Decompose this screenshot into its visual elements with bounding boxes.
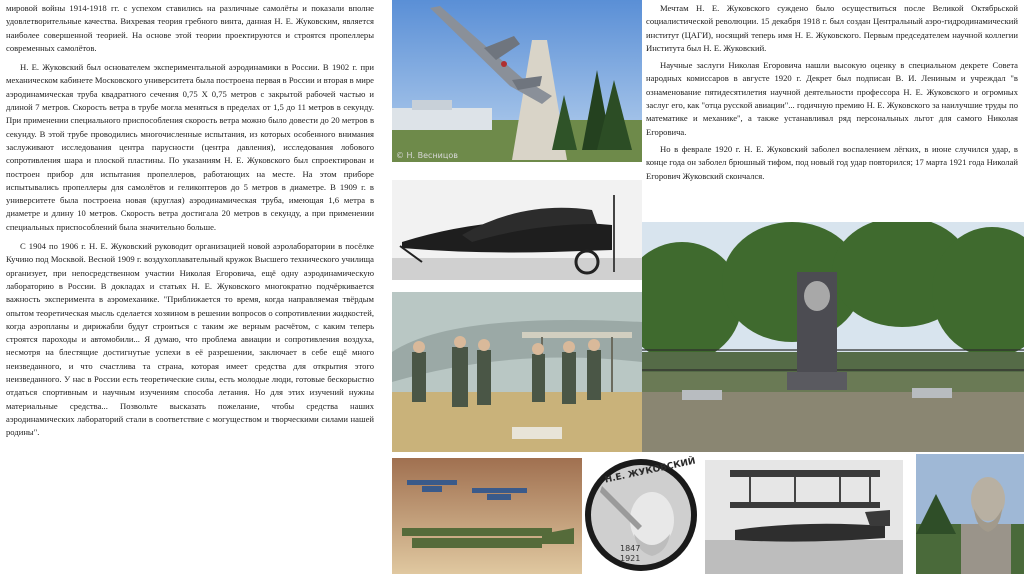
- right-paragraph-2: Научные заслуги Николая Егоровича нашли высокую оценку в специальном декрете Совета народных комиссаров в августе 1920 г. Декрет был подписан В. И. Лениным и учреждал "в ознаменование пятидесятилетия научной деятельности профессора Н. Е. Жуковского и огромных заслуг его, как "отца русской авиации"... годичную премию Н. Е. Жуковского за наилучшие труды по математике и механике", а также устанавливал ряд персональных льгот для самого Николая Егоровича.: [646, 60, 1018, 137]
- seaplane-photo: [705, 460, 903, 574]
- right-paragraph-3: Но в феврале 1920 г. Н. Е. Жуковский заболел воспалением лёгких, в июне случился удар, в конце года он заболел брюшный тифом, под новый год удар повторился; 17 марта 1921 года Николай Егорович Жуковский скончался.: [646, 143, 1018, 181]
- grave-memorial-photo: [642, 222, 1024, 452]
- photo-watermark: © Н. Весницов: [396, 151, 458, 160]
- coin-year-end: 1921: [620, 554, 641, 563]
- right-text-column: [642, 0, 1022, 215]
- early-monoplane-photo: [392, 180, 642, 280]
- biplanes-illustration: [392, 458, 582, 574]
- left-paragraph-3: С 1904 по 1906 г. Н. Е. Жуковский руководит организацией новой аэролаборатории в посёлке Кучино под Москвой. Весной 1909 г. воздухоплавательный кружок Высшего технического училища организует, при непосредственном участии Николая Егоровича, ещё одну аэродинамическую лабораторию в России. В докладах и статьях Н. Е. Жуковского многократно подчёркивается важность эксперимента в аэромеханике. "Приближается то время, когда направляемая твёрдым опытом теоретическая мысль сделается хозяином в решении вопросов о сопротивлении жидкостей, когда аэропланы и дирижабли будут строиться с таким же верным расчётом, с каким теперь строятся пароходы и автомобили... Я думаю, что проблема авиации и сопротивления воздуха, несмотря на блестящие достигнутые успехи в её разрешении, заключает в себе ещё много неизведанного, и что счастлива та страна, которая имеет средства для открытия этого неизведанного. У нас в России есть теоретические силы, есть молодые люди, готовые бескорыстно отдаться спортивным и научным изучениям способа летания. Но для этих изучений нужны материальные средства... Позвольте высказать пожелание, чтобы средства наших аэродинамических лабораторий стали в соответствие с могуществом и творческими силами нашей родины".: [6, 241, 374, 438]
- zhukovsky-bust-photo: [916, 454, 1024, 574]
- right-paragraph-1: Мечтам Н. Е. Жуковского суждено было осуществиться после Великой Октябрьской социалистической революции. 15 декабря 1918 г. был создан Центральный аэро-гидродинамический институт (ЦАГИ), носящий теперь имя Н. Е. Жуковского. Первым председателем научной коллегии Института был Н. Е. Жуковский.: [646, 3, 1018, 53]
- jet-monument-photo: [392, 0, 642, 162]
- left-text-column: [0, 0, 380, 574]
- coin-year-start: 1847: [620, 544, 641, 553]
- left-paragraph-1: мировой войны 1914-1918 гг. с успехом ставились на различные самолёты и показали вполне удовлетворительные качества. Вихревая теория гребного винта, данная Н. Е. Жуковским, является наиболее совершенной теорией. На основе этой теории проектируются и строятся пропеллеры современных самолётов.: [6, 3, 374, 53]
- coin-name: Н.Е. ЖУКОВСКИЙ: [603, 456, 697, 486]
- left-paragraph-2: Н. Е. Жуковский был основателем экспериментальной аэродинамики в России. В 1902 г. при механическом кабинете Московского университета была построена первая в России и вторая в мире аэродинамическая труба квадратного сечения 0,75 Х 0,75 метров с закрытой рабочей частью и длиной 7 метров. Скорость ветра в трубе могла меняться в пределах от 1,5 до 11 метров в секунду. При применении специального приспособления скорость ветра можно было довести до 20 метров в секунду. В этой трубе проводились многочисленные испытания, из которых особенного внимания заслуживают исследования центра парусности (центра давления), исследования лобового сопротивления шара и плоской пластины. По указаниям Н. Е. Жуковского был спроектирован и построен прибор для испытания пропеллеров, работающих на месте. На этом приборе испытывались пропеллеры для самолётов и геликоптеров до 5 метров в диаметре. В 1909 г. в университете была построена новая (круглая) аэродинамическая труба, имеющая 1,6 метра в диаметре и длину 10 метров. Скорость ветра достигала 20 метров в секунду, а при применении специальных приспособлений была значительно больше.: [6, 62, 374, 232]
- commemorative-coin: [582, 456, 700, 574]
- aviators-painting: [392, 292, 642, 452]
